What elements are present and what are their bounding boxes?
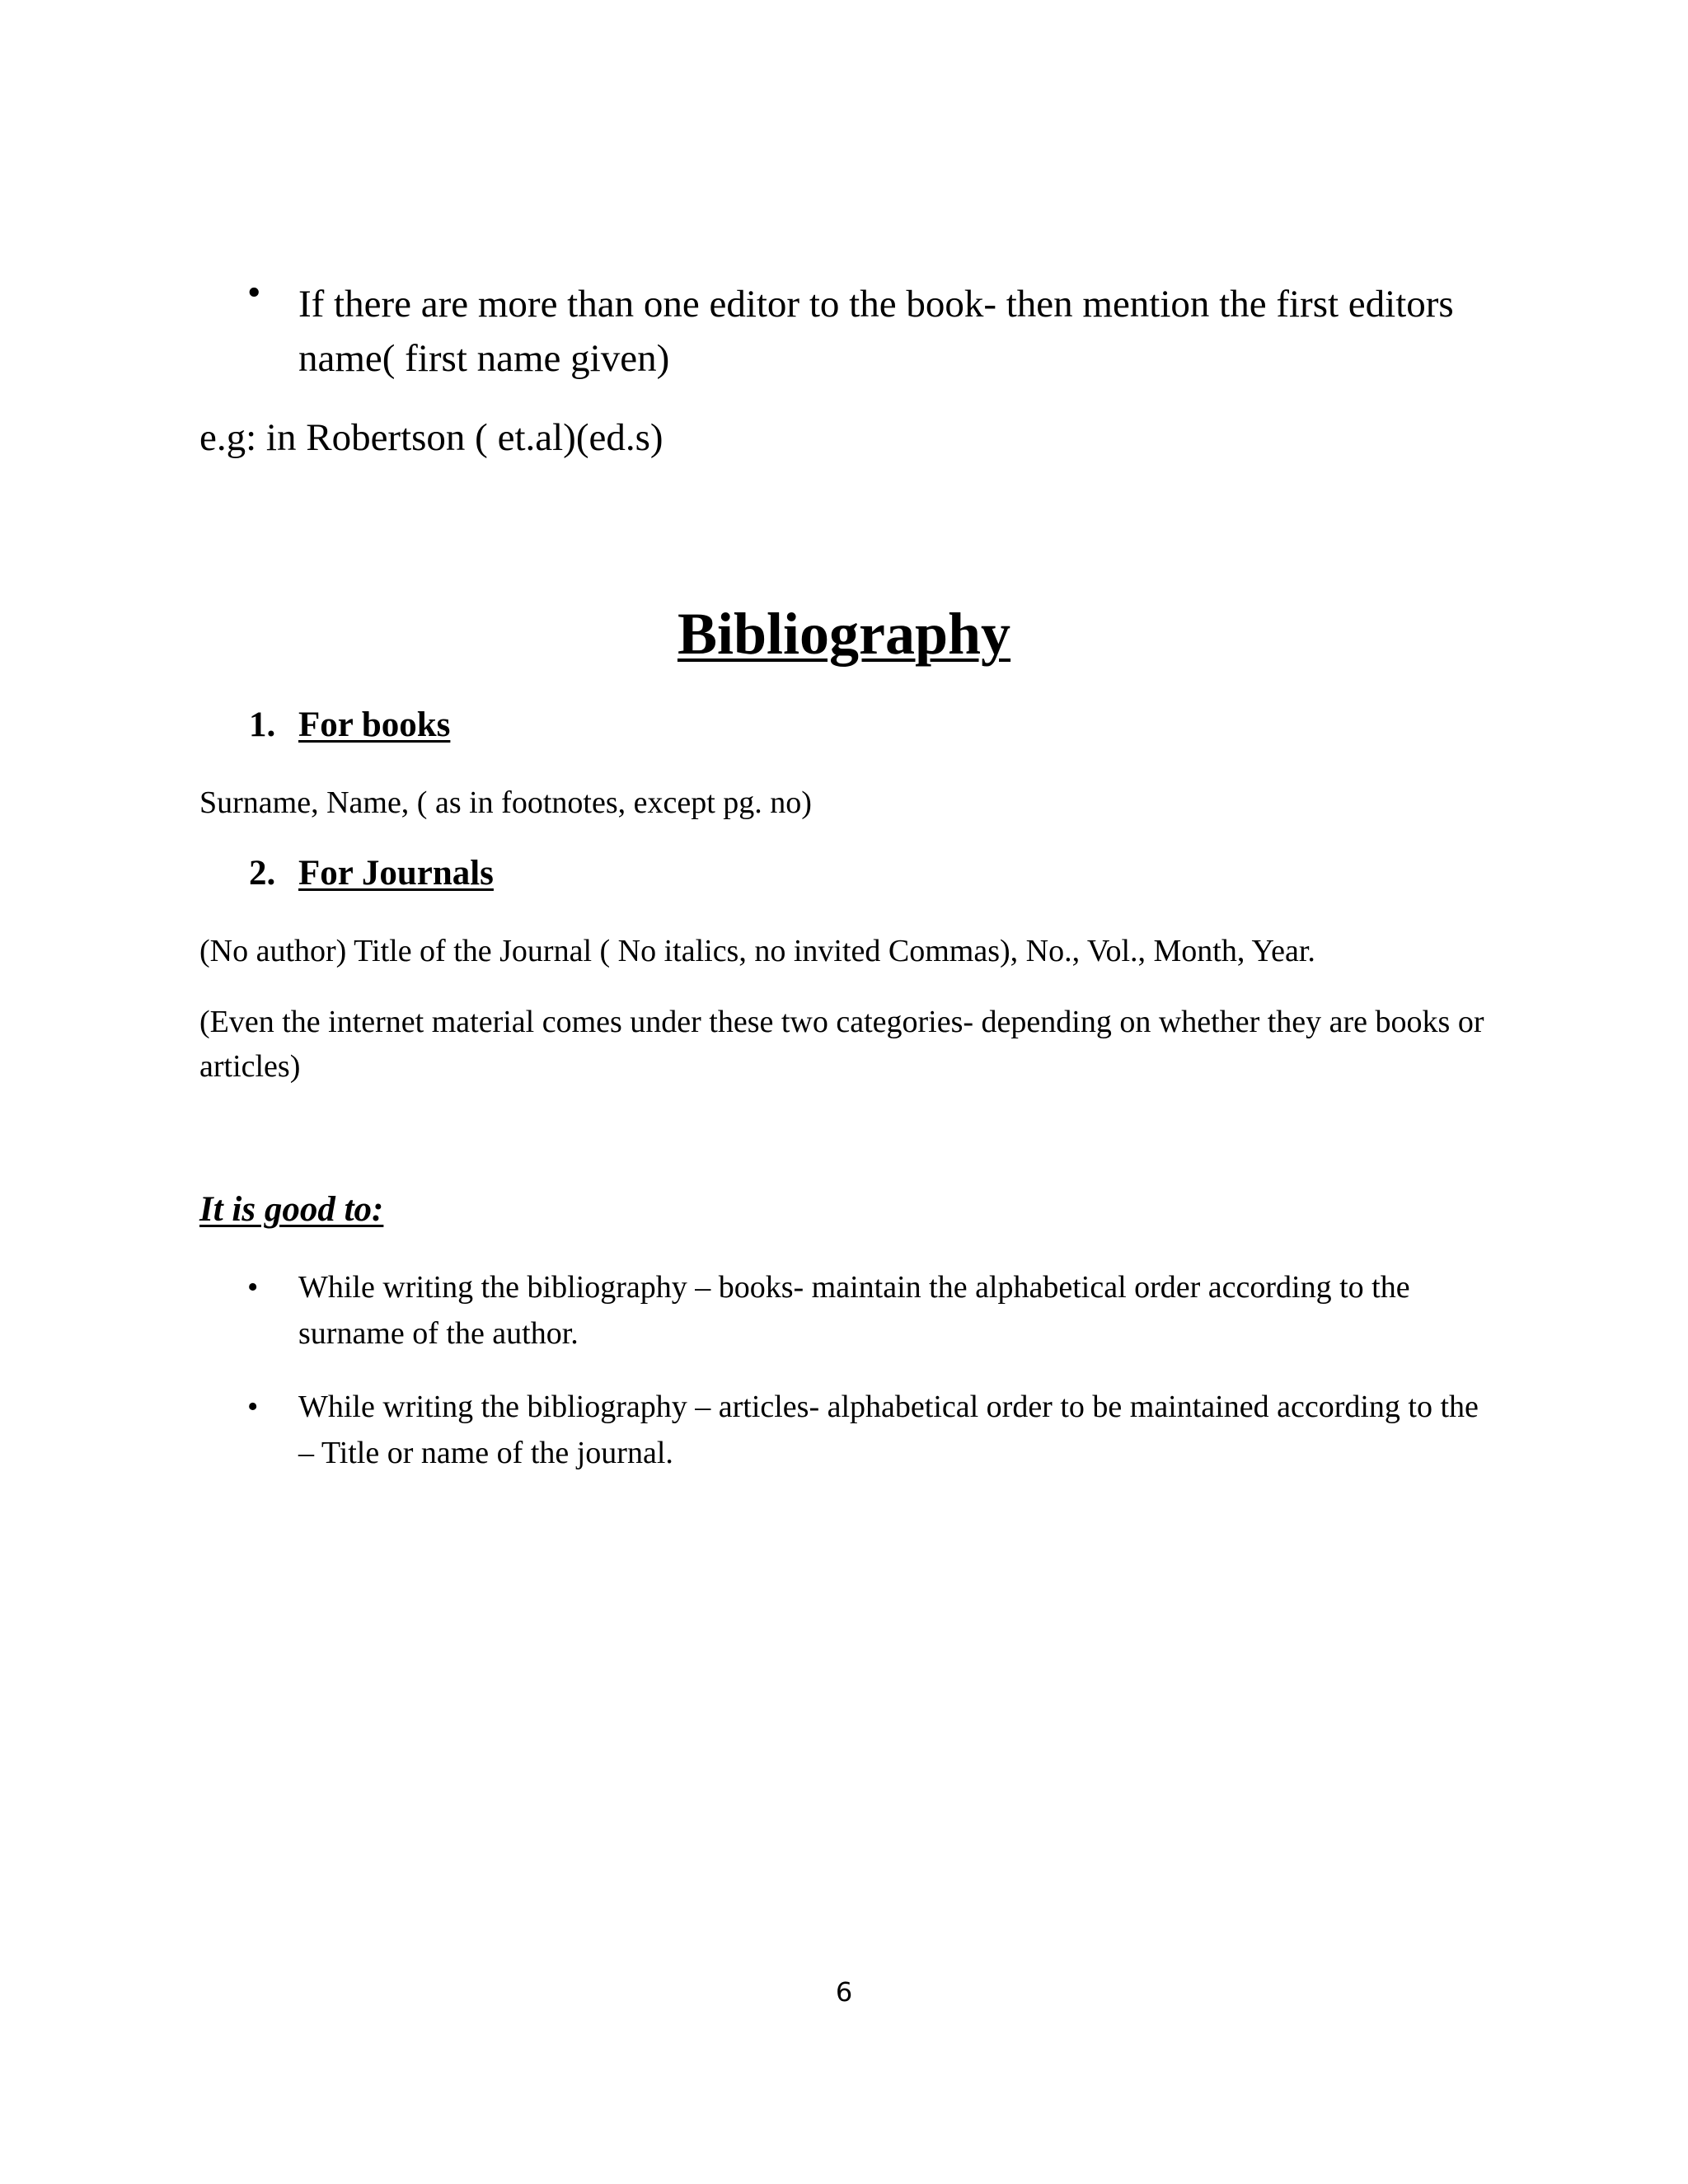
bullet-marker: • — [247, 1390, 259, 1424]
bullet-marker: • — [247, 271, 261, 314]
section-body-books: Surname, Name, ( as in footnotes, except pg. no) — [199, 785, 812, 820]
good-to-item-articles: While writing the bibliography – articles- alphabetical order to be maintained according to the – Title or name of the journal. — [298, 1390, 1479, 1470]
section-body-journals: (No author) Title of the Journal ( No italics, no invited Commas), No., Vol., Month, Year. — [199, 934, 1315, 968]
page-title: Bibliography — [677, 601, 1011, 667]
bullet-marker: • — [247, 1270, 259, 1305]
example-line: e.g: in Robertson ( et.al)(ed.s) — [199, 416, 663, 459]
section-number-journals: 2. — [249, 854, 276, 893]
page-number: 6 — [835, 1976, 853, 2008]
editor-instruction-text: If there are more than one editor to the book- then mention the first editors name( first name given) — [298, 283, 1454, 380]
section-heading-journals: For Journals — [298, 854, 494, 893]
good-to-heading: It is good to: — [199, 1190, 384, 1229]
section-heading-books: For books — [298, 705, 451, 744]
internet-note: (Even the internet material comes under these two categories- depending on whether they are books or articles) — [199, 1005, 1484, 1084]
section-number-books: 1. — [249, 705, 276, 744]
good-to-item-books: While writing the bibliography – books- maintain the alphabetical order according to the surname of the author. — [298, 1270, 1410, 1351]
